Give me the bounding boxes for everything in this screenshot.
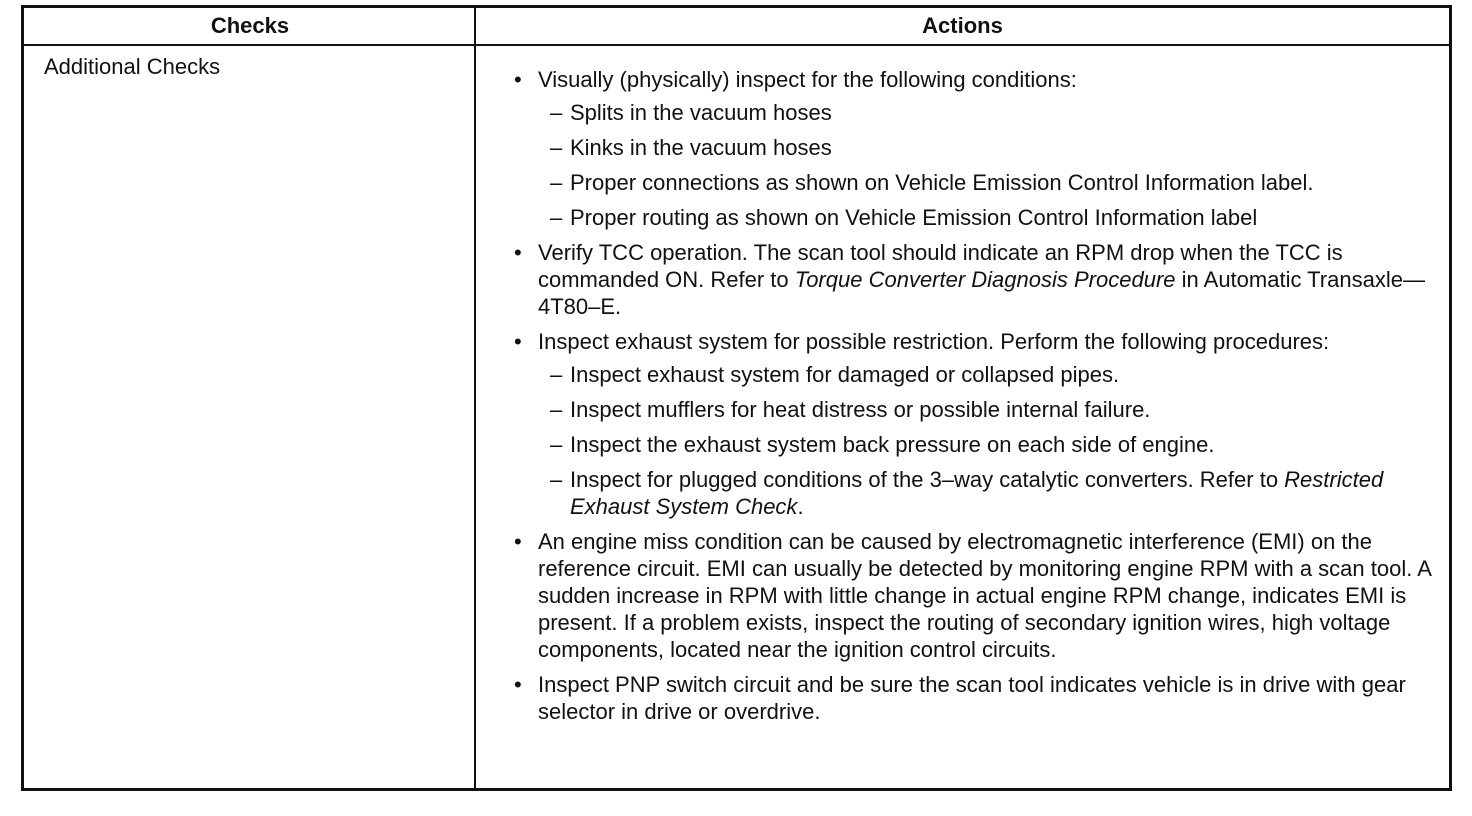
action-sub-item: – Kinks in the vacuum hoses bbox=[538, 134, 1443, 161]
action-text: Inspect PNP switch circuit and be sure the scan tool indicates vehicle is in drive with gear selector in drive or overdrive. bbox=[538, 672, 1406, 724]
action-sub-item: – Inspect exhaust system for damaged or collapsed pipes. bbox=[538, 361, 1443, 388]
action-item bbox=[508, 671, 1443, 725]
actions-cell bbox=[508, 66, 1443, 733]
action-sub-item: – Inspect mufflers for heat distress or possible internal failure. bbox=[538, 396, 1443, 423]
action-text: . bbox=[797, 494, 804, 519]
action-item bbox=[508, 328, 1443, 520]
column-divider bbox=[474, 8, 476, 788]
action-sub-list bbox=[538, 361, 1443, 520]
action-text: in Automatic Transaxle—4T80–E. bbox=[538, 267, 1425, 319]
action-sub-item: – Splits in the vacuum hoses bbox=[538, 99, 1443, 126]
actions-list bbox=[508, 66, 1443, 725]
action-text: Inspect for plugged conditions of the 3–way catalytic converters. Refer to bbox=[570, 467, 1285, 492]
action-reference: Torque Converter Diagnosis Procedure bbox=[794, 267, 1176, 292]
action-text: Inspect exhaust system for possible restriction. Perform the following procedures: bbox=[538, 329, 1330, 354]
action-text: Verify TCC operation. The scan tool should indicate an RPM drop when the TCC is commanded ON. Refer to bbox=[538, 240, 1343, 292]
header-actions: Actions bbox=[476, 8, 1449, 46]
check-cell: Additional Checks bbox=[44, 54, 221, 79]
action-text: Visually (physically) inspect for the following conditions: bbox=[538, 67, 1077, 92]
action-item bbox=[508, 66, 1443, 231]
action-sub-item: – Inspect the exhaust system back pressure on each side of engine. bbox=[538, 431, 1443, 458]
action-sub-list bbox=[538, 99, 1443, 231]
checks-actions-table bbox=[21, 5, 1452, 791]
action-item bbox=[508, 528, 1443, 663]
action-text: An engine miss condition can be caused by electromagnetic interference (EMI) on the reference circuit. EMI can usually be detected by monitoring engine RPM with a scan tool. A sudden increase in RPM with little change in actual engine RPM change, indicates EMI is present. If a problem exists, inspect the routing of secondary ignition wires, high voltage components, located near the ignition control circuits. bbox=[538, 529, 1431, 662]
action-sub-item: – Proper routing as shown on Vehicle Emission Control Information label bbox=[538, 204, 1443, 231]
action-reference: Restricted Exhaust System Check bbox=[570, 467, 1384, 519]
action-item bbox=[508, 239, 1443, 320]
header-checks: Checks bbox=[24, 8, 476, 46]
action-sub-item bbox=[538, 466, 1443, 520]
action-sub-item: – Proper connections as shown on Vehicle Emission Control Information label. bbox=[538, 169, 1443, 196]
